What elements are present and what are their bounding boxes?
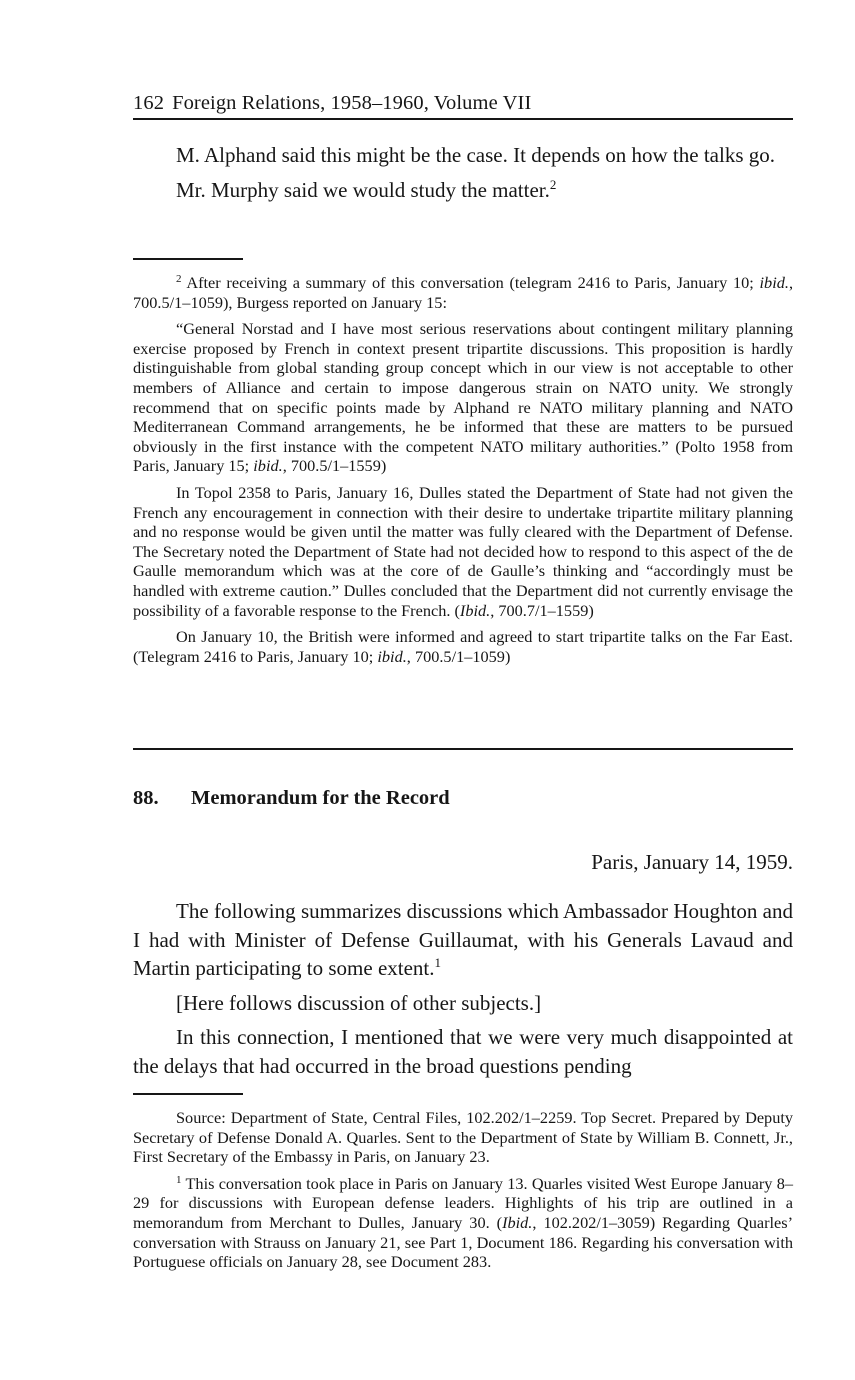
footnote-separator bbox=[133, 258, 243, 260]
document-title: Memorandum for the Record bbox=[191, 787, 450, 809]
murphy-paragraph: Mr. Murphy said we would study the matter.$^2$ bbox=[176, 176, 557, 202]
document-body bbox=[133, 897, 793, 1080]
document-paragraph-2: [Here follows discussion of other subjects.] bbox=[176, 990, 542, 1015]
header-rule bbox=[133, 118, 793, 120]
footnote-2-para-2: “General Norstad and I have most serious reservations about contingent military planning exercise proposed by French in context present tripartite discussions. This proposition is hardly distinguishable from global standing group concept which in our view is not acceptable to other members of Alliance and certain to impose dangerous strain on NATO unity. We strongly recommend that on specific points made by Alphand re NATO military planning and NATO Mediterranean Command arrangements, he be informed that these are matters to be pursued obviously in the first instance with the competent NATO military authorities.” (Polto 1958 from Paris, January 15; ibid., 700.5/1–1559) bbox=[133, 319, 793, 476]
footnote-2-para-3: In Topol 2358 to Paris, January 16, Dulles stated the Department of State had not given the French any encouragement in connection with their desire to undertake tripartite military planning and no response would be given until the matter was fully cleared with the Department of Defense. The Secretary noted the Department of State had not decided how to respond to this aspect of the de Gaulle memorandum which was at the core of de Gaulle’s thinking and “accordingly must be handled with extreme caution.” Dulles concluded that the Department did not currently envisage the possibility of a favorable response to the French. (Ibid., 700.7/1–1559) bbox=[133, 482, 793, 620]
document-paragraph-3: In this connection, I mentioned that we were very much disappointed at the delays that had occurred in the broad questions pending bbox=[133, 1025, 793, 1078]
footnote-2 bbox=[133, 273, 793, 666]
footnote-ref-1[interactable]: 1 bbox=[434, 955, 442, 970]
footnote-ref-2[interactable]: 2 bbox=[549, 176, 557, 192]
notes-block bbox=[133, 1108, 793, 1272]
footnote-1: $^1$ This conversation took place in Paris on January 13. Quarles visited West Europe January 8–29 for discussions with European defense leaders. Highlights of his trip are outlined in a memorandum from Merchant to Dulles, January 30. (Ibid., 102.202/1–3059) Regarding Quarles’ conversation with Strauss on January 21, see Part 1, Document 186. Regarding his conversation with Portuguese officials on January 28, see Document 283. bbox=[133, 1173, 794, 1272]
footnote-2-para-4: On January 10, the British were informed and agreed to start tripartite talks on the Far East. (Telegram 2416 to Paris, January 10; ibid., 700.5/1–1059) bbox=[133, 627, 793, 666]
section-rule bbox=[133, 748, 793, 750]
running-head bbox=[133, 90, 793, 116]
page-number: 162 bbox=[133, 92, 165, 114]
source-note: Source: Department of State, Central Files, 102.202/1–2259. Top Secret. Prepared by Deputy Secretary of Defense Donald A. Quarles. Sent to the Department of State by William B. Connett, Jr., First Secretary of the Embassy in Paris, on January 23. bbox=[133, 1108, 793, 1167]
volume-title: Foreign Relations, 1958–1960, Volume VII bbox=[172, 92, 532, 114]
top-paragraphs bbox=[133, 141, 793, 204]
document-heading bbox=[133, 785, 450, 811]
source-separator bbox=[133, 1093, 243, 1095]
alphand-paragraph: M. Alphand said this might be the case. It depends on how the talks go. bbox=[176, 143, 775, 167]
document-number: 88. bbox=[133, 787, 159, 809]
document-paragraph-1: The following summarizes discussions which Ambassador Houghton and I had with Minister of Defense Guillaumat, with his Generals Lavaud and Martin participating to some extent.$^1$ bbox=[133, 899, 793, 980]
footnote-2-para-1: $^2$ After receiving a summary of this conversation (telegram 2416 to Paris, January 10; ibid., 700.5/1–1059), Burgess reported on January 15: bbox=[133, 273, 794, 312]
dateline: Paris, January 14, 1959. bbox=[591, 850, 793, 874]
